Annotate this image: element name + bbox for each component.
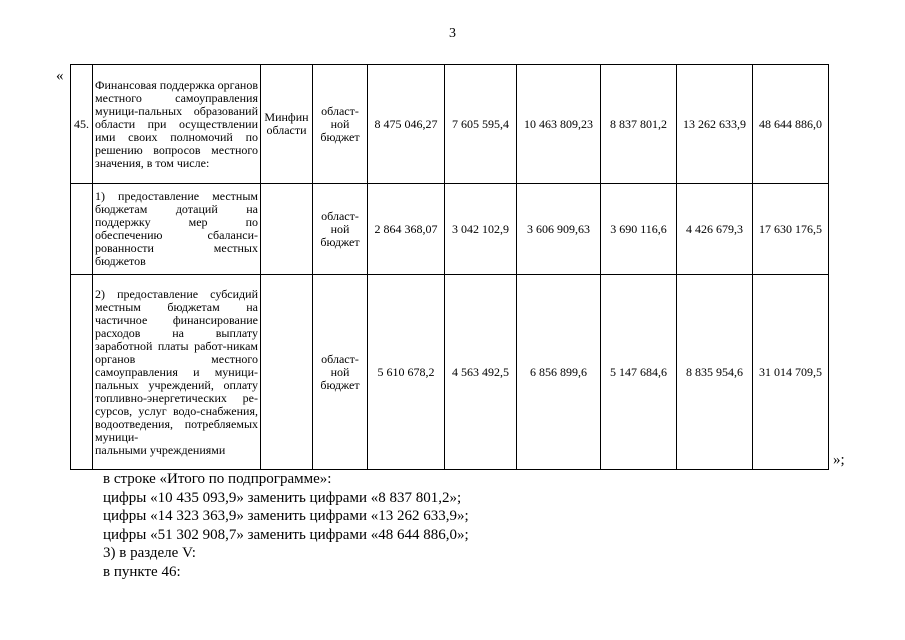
value-cell: 31 014 709,5	[753, 275, 829, 470]
value-cell: 5 147 684,6	[601, 275, 677, 470]
value-cell: 8 475 046,27	[368, 65, 445, 184]
text-line: 3) в разделе V:	[103, 545, 196, 561]
value-cell: 2 864 368,07	[368, 184, 445, 275]
executor-cell	[261, 275, 313, 470]
value-cell: 4 426 679,3	[677, 184, 753, 275]
table-row	[71, 65, 829, 184]
row-description: 1) предоставление местным бюджетам дотаций на поддержку мер по обеспечению сбаланси-рованности местных бюджетов	[93, 184, 261, 275]
text-line: в строке «Итого по подпрограмме»:	[103, 471, 332, 487]
funding-source-cell: област-ной бюджет	[313, 275, 368, 470]
opening-quote-mark: «	[56, 68, 64, 84]
value-cell: 3 606 909,63	[517, 184, 601, 275]
value-cell: 8 837 801,2	[601, 65, 677, 184]
row-number: 45.	[71, 65, 93, 184]
text-line: цифры «14 323 363,9» заменить цифрами «13 262 633,9»;	[103, 508, 469, 524]
row-description: Финансовая поддержка органов местного самоуправления муници-пальных образований области при осуществлении ими своих полномочий по решению вопросов местного значения, в том числе:	[93, 65, 261, 184]
funding-source-cell: област-ной бюджет	[313, 65, 368, 184]
executor-cell: Минфин области	[261, 65, 313, 184]
executor-cell	[261, 184, 313, 275]
value-cell: 5 610 678,2	[368, 275, 445, 470]
closing-quote-mark: »;	[833, 452, 845, 468]
value-cell: 6 856 899,6	[517, 275, 601, 470]
value-cell: 3 042 102,9	[445, 184, 517, 275]
text-line: в пункте 46:	[103, 563, 181, 580]
value-cell: 10 463 809,23	[517, 65, 601, 184]
text-line: цифры «51 302 908,7» заменить цифрами «48 644 886,0»;	[103, 526, 469, 543]
page-number: 3	[449, 26, 456, 41]
amendment-text	[103, 470, 469, 581]
row-number	[71, 184, 93, 275]
value-cell: 13 262 633,9	[677, 65, 753, 184]
table-row	[71, 184, 829, 275]
value-cell: 3 690 116,6	[601, 184, 677, 275]
program-budget-table	[70, 64, 829, 470]
value-cell: 48 644 886,0	[753, 65, 829, 184]
row-description: 2) предоставление субсидий местным бюджетам на частичное финансирование расходов на выплату заработной платы работ-никам органов местного самоуправления и муници-пальных учреждений, оплату топливно-энергетических ре-сурсов, услуг водо-снабжения, водоотведения, потребляемых муници- пальными учреждениями	[93, 275, 261, 470]
value-cell: 7 605 595,4	[445, 65, 517, 184]
text-line: цифры «10 435 093,9» заменить цифрами «8 837 801,2»;	[103, 489, 462, 506]
value-cell: 4 563 492,5	[445, 275, 517, 470]
row-number	[71, 275, 93, 470]
value-cell: 8 835 954,6	[677, 275, 753, 470]
funding-source-cell: област-ной бюджет	[313, 184, 368, 275]
value-cell: 17 630 176,5	[753, 184, 829, 275]
table-row	[71, 275, 829, 470]
